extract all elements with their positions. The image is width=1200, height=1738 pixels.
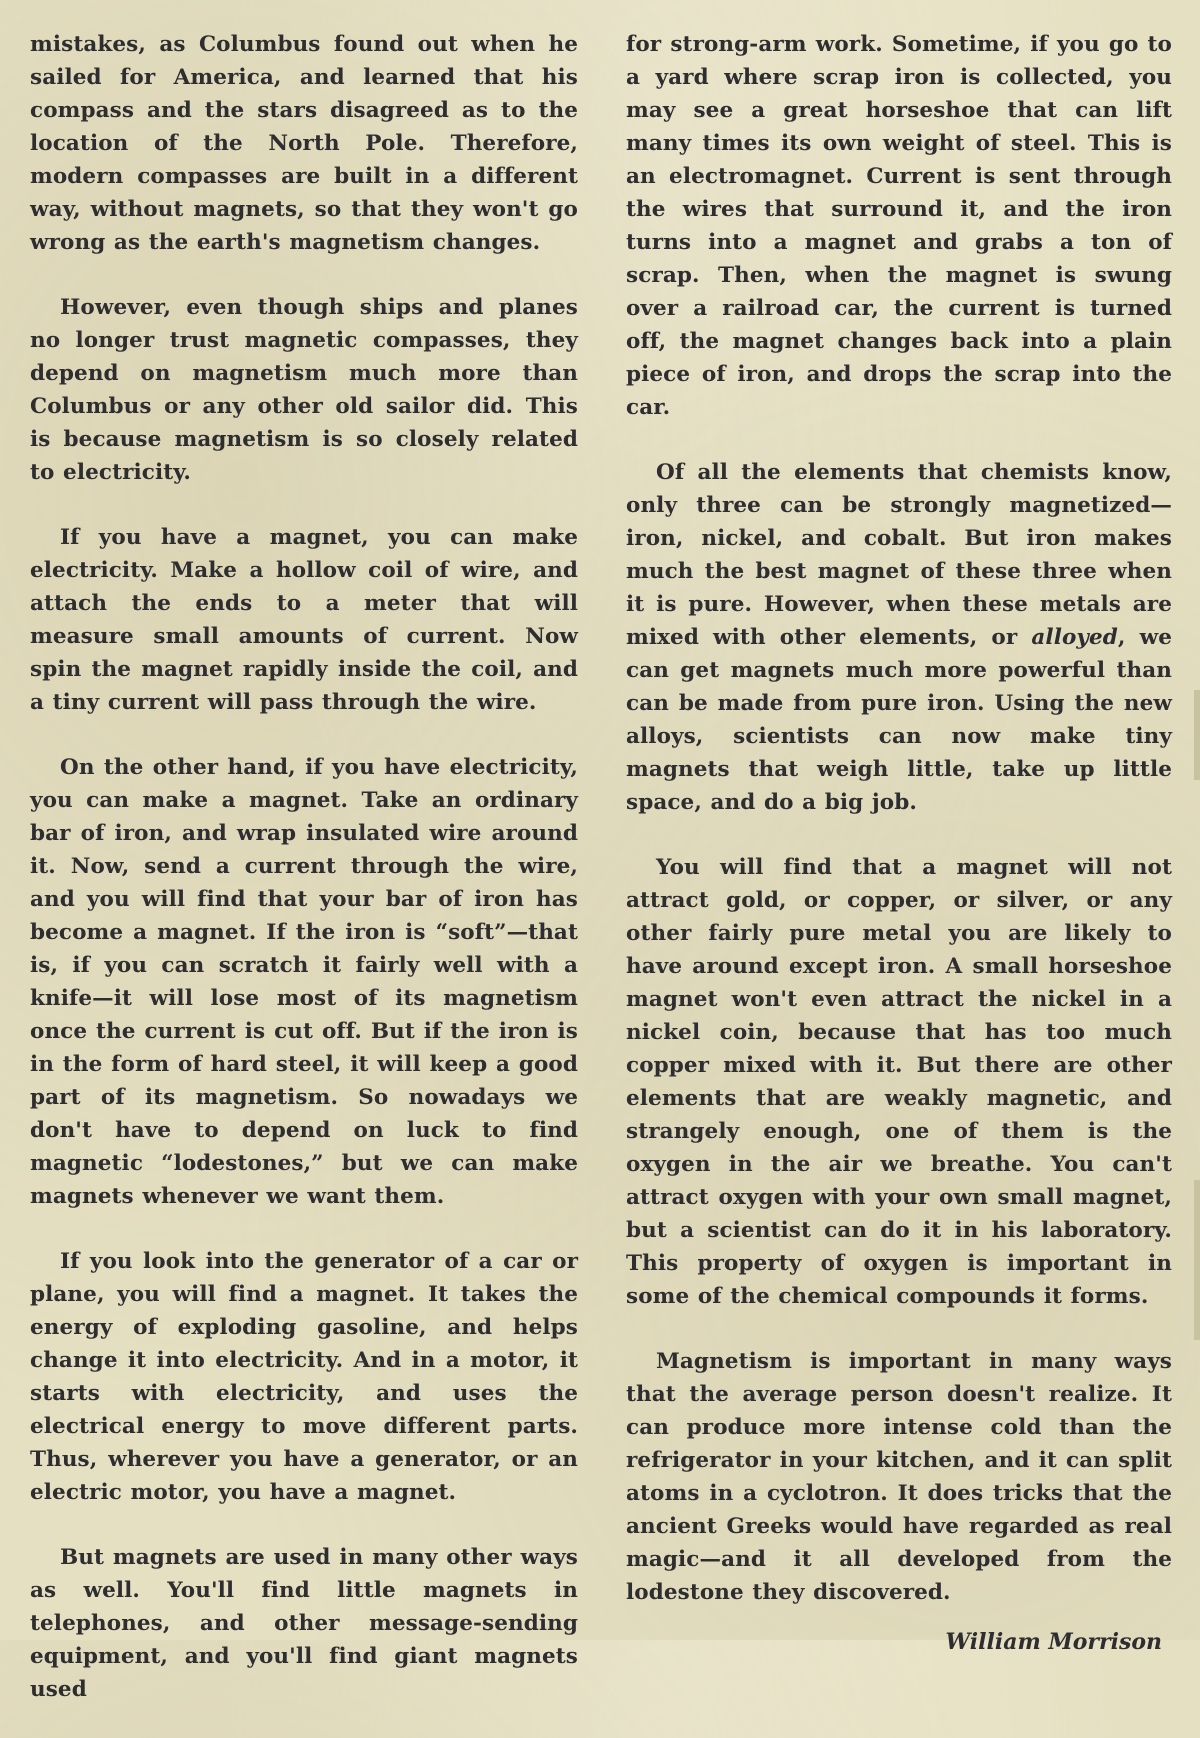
right-column bbox=[626, 28, 1172, 1738]
paragraph-generator-motor: If you look into the generator of a car or plane, you will find a magnet. It takes the energy of exploding gasoline, and helps change it into electricity. And in a motor, it starts with electricity, and uses the electrical energy to move different parts. Thus, wherever you have a generator, or an electric motor, you have a magnet. bbox=[30, 1249, 578, 1505]
paragraph-oxygen-magnetic: You will find that a magnet will not attract gold, or copper, or silver, or any other fairly pure metal you are likely to have around except iron. A small horseshoe magnet won't even attract the nickel in a nickel coin, because that has too much copper mixed with it. But there are other elements that are weakly magnetic, and strangely enough, one of them is the oxygen in the air we breathe. You can't attract oxygen with your own small magnet, but a scientist can do it in his laboratory. This property of oxygen is important in some of the chemical compounds it forms. bbox=[626, 855, 1172, 1309]
article-columns bbox=[30, 28, 1172, 1738]
left-column bbox=[30, 28, 578, 1738]
page-edge-wear bbox=[1194, 690, 1200, 780]
paragraph-other-uses: But magnets are used in many other ways as well. You'll find little magnets in telephones, and other message-sending equipment, and you'll find giant magnets used bbox=[30, 1545, 578, 1702]
paragraph-electromagnet: for strong-arm work. Sometime, if you go to a yard where scrap iron is collected, you may see a great horseshoe that can lift many times its own weight of steel. This is an electromagnet. Current is sent through the wires that surround it, and the iron turns into a magnet and grabs a ton of scrap. Then, when the magnet is swung over a railroad car, the current is turned off, the magnet changes back into a plain piece of iron, and drops the scrap into the car. bbox=[626, 32, 1172, 420]
paragraph-ships-planes: However, even though ships and planes no longer trust magnetic compasses, they depend on magnetism much more than Columbus or any other old sailor did. This is because magnetism is so closely related to electricity. bbox=[30, 295, 578, 485]
author-byline: William Morrison bbox=[945, 1629, 1162, 1655]
alloys-text-after: , we can get magnets much more powerful than can be made from pure iron. Using the new alloys, scientists can now make tiny magnets that weigh little, take up little space, and do a big job. bbox=[626, 625, 1172, 815]
paragraph-make-electricity: If you have a magnet, you can make electricity. Make a hollow coil of wire, and attach the ends to a meter that will measure small amounts of current. Now spin the magnet rapidly inside the coil, and a tiny current will pass through the wire. bbox=[30, 525, 578, 715]
paragraph-magnetism-importance: Magnetism is important in many ways that the average person doesn't realize. It can produce more intense cold than the refrigerator in your kitchen, and it can split atoms in a cyclotron. It does tricks that the ancient Greeks would have regarded as real magic—and it all developed from the lodestone they discovered. bbox=[626, 1349, 1172, 1605]
alloys-text-before: Of all the elements that chemists know, only three can be strongly magnetized—iron, nickel, and cobalt. But iron makes much the best magnet of these three when it is pure. However, when these metals are mixed with other elements, or bbox=[626, 460, 1172, 650]
paragraph-columbus-compass: mistakes, as Columbus found out when he sailed for America, and learned that his compass and the stars disagreed as to the location of the North Pole. Therefore, modern compasses are built in a different way, without magnets, so that they won't go wrong as the earth's magnetism changes. bbox=[30, 32, 578, 255]
alloyed-emphasis: alloyed bbox=[1031, 625, 1118, 650]
paragraph-make-magnet: On the other hand, if you have electricity, you can make a magnet. Take an ordinary bar of iron, and wrap insulated wire around it. Now, send a current through the wire, and you will find that your bar of iron has become a magnet. If the iron is “soft”—that is, if you can scratch it fairly well with a knife—it will lose most of its magnetism once the current is cut off. But if the iron is in the form of hard steel, it will keep a good part of its magnetism. So nowadays we don't have to depend on luck to find magnetic “lodestones,” but we can make magnets whenever we want them. bbox=[30, 755, 578, 1209]
paragraph-elements-alloys bbox=[626, 456, 1172, 819]
page-edge-wear-lower bbox=[1194, 1180, 1200, 1340]
